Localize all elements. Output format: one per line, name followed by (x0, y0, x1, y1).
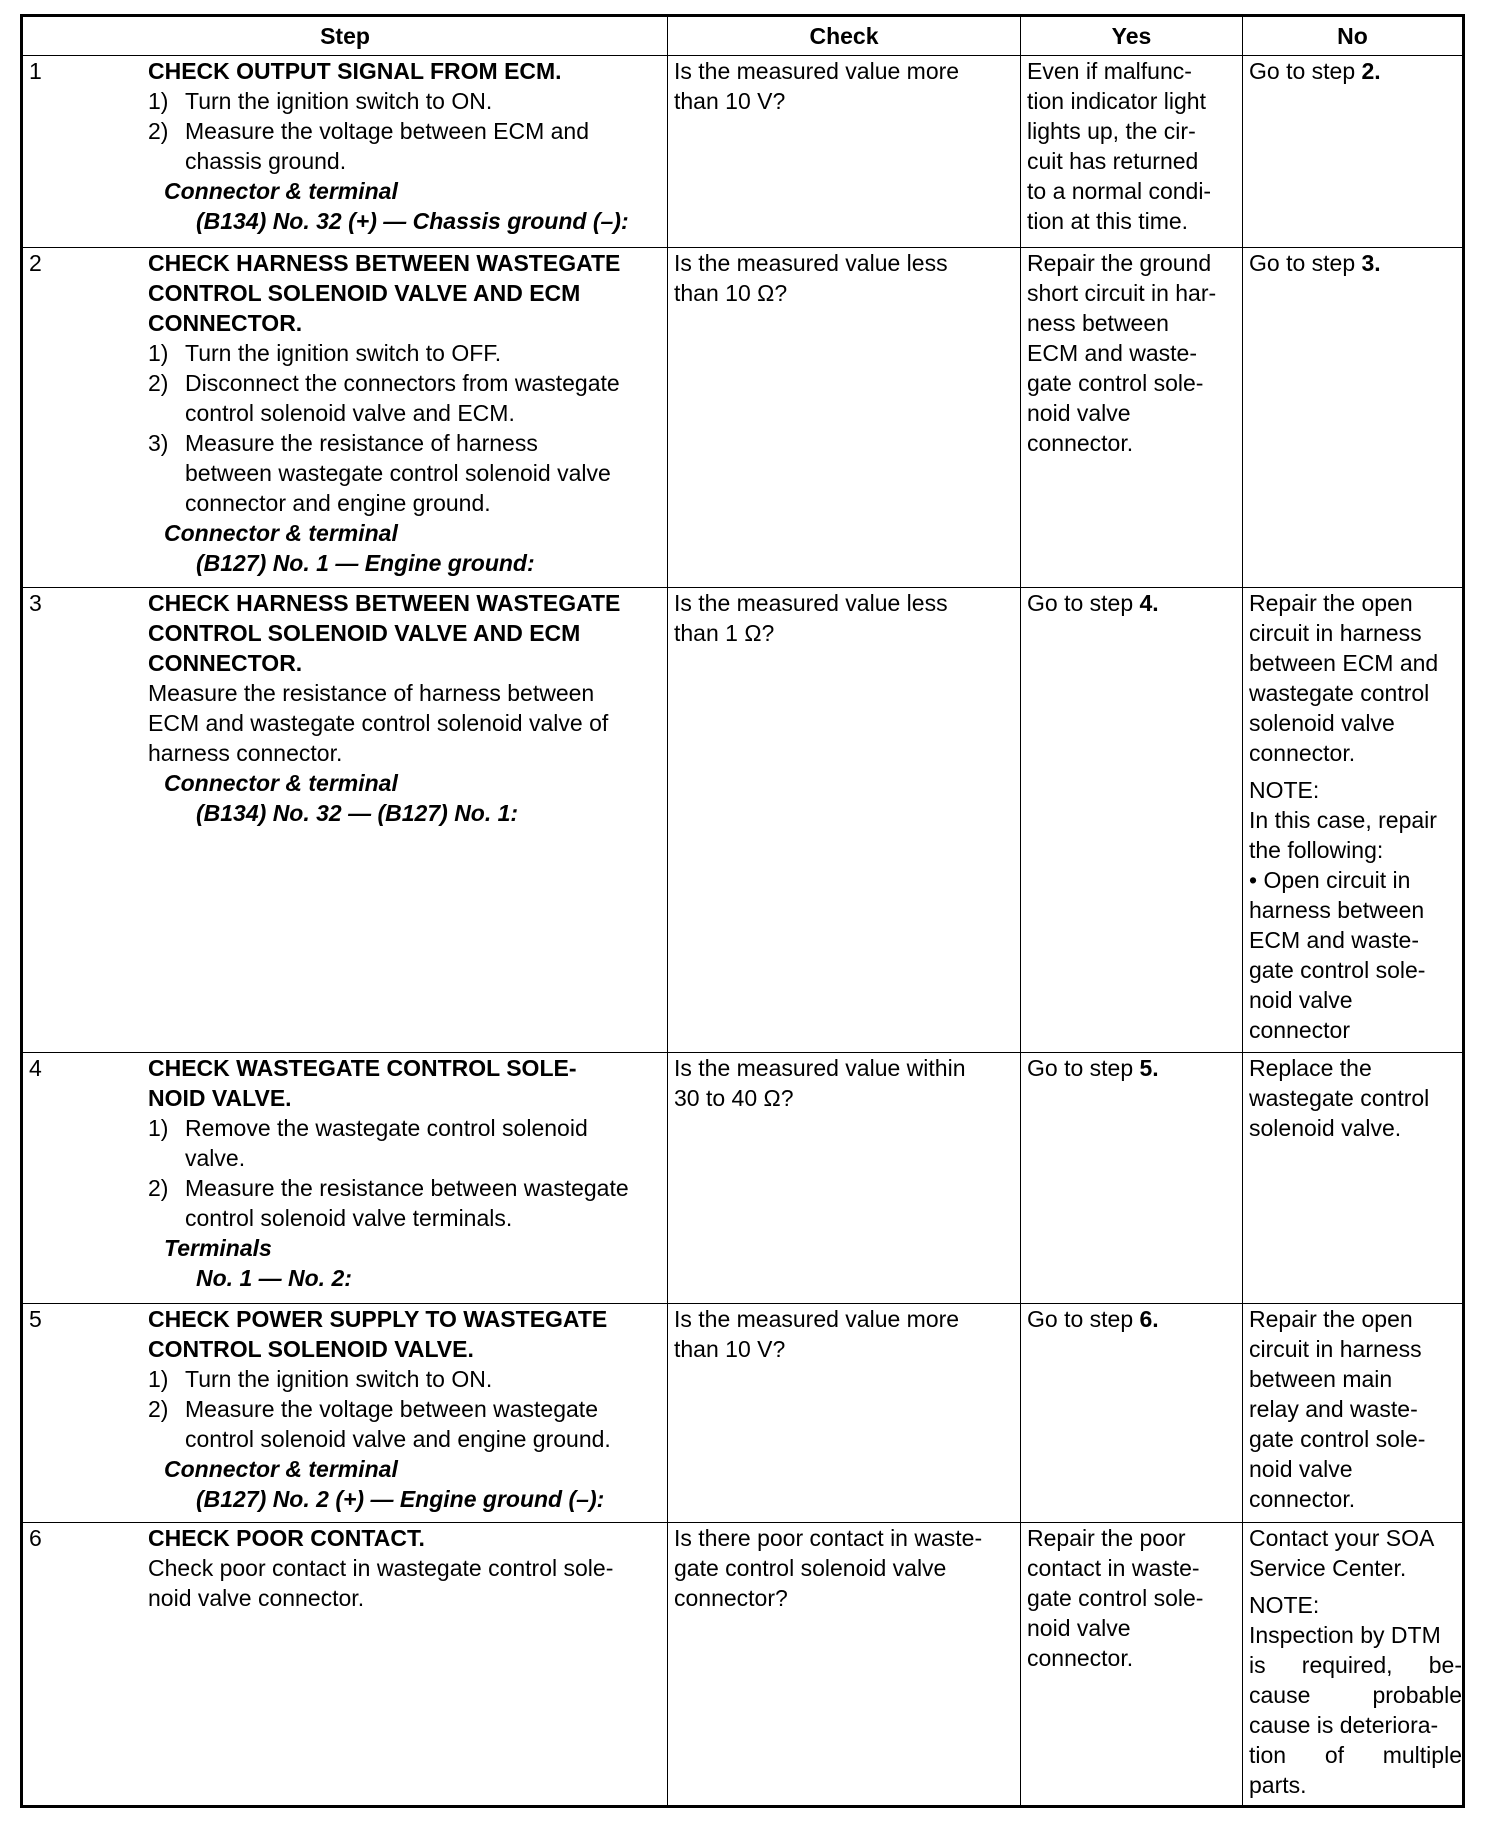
step-instructions (148, 56, 629, 236)
go-to-step (1249, 56, 1462, 86)
text-line: cause probable (1249, 1682, 1462, 1708)
step-number: 6 (29, 1525, 42, 1551)
connector-value: (B127) No. 2 (+) — Engine ground (–): (196, 1486, 605, 1512)
text-line: solenoid valve (1249, 710, 1395, 736)
connector-label: Connector & terminal (164, 520, 398, 546)
step-cell (22, 1523, 668, 1807)
list-number: 2) (148, 370, 169, 396)
go-to-text: Go to step (1027, 1306, 1140, 1332)
step-reference: 5. (1139, 1055, 1159, 1081)
connector-value: (B134) No. 32 — (B127) No. 1: (196, 800, 519, 826)
text-line: Replace the (1249, 1055, 1372, 1081)
no-cell (1243, 56, 1464, 248)
yes-cell (1021, 56, 1243, 248)
check-cell (668, 248, 1021, 588)
step-heading: NOID VALVE. (148, 1085, 292, 1111)
text-line: gate control sole- (1249, 1426, 1426, 1452)
step-heading: CONTROL SOLENOID VALVE AND ECM (148, 620, 581, 646)
troubleshooting-table (20, 14, 1465, 1808)
text-line: to a normal condi- (1027, 178, 1212, 204)
text-line: lights up, the cir- (1027, 118, 1196, 144)
connector-label: Connector & terminal (164, 178, 398, 204)
connector-label: Terminals (164, 1235, 272, 1261)
text-line: Inspection by DTM (1249, 1622, 1441, 1648)
text-line: Is the measured value more (674, 1306, 960, 1332)
list-text: Measure the resistance of harness (185, 430, 538, 456)
text-line: than 10 Ω? (674, 280, 788, 306)
text-line: • Open circuit in (1249, 867, 1411, 893)
step-reference: 3. (1361, 250, 1381, 276)
list-item (148, 338, 620, 368)
text-line: noid valve (1249, 1456, 1353, 1482)
yes-cell (1021, 1523, 1243, 1807)
list-number: 1) (148, 340, 169, 366)
step-cell (22, 248, 668, 588)
text-line: Repair the open (1249, 590, 1413, 616)
go-to-text: Go to step (1249, 58, 1362, 84)
connector-value: (B134) No. 32 (+) — Chassis ground (–): (196, 208, 629, 234)
connector-value: (B127) No. 1 — Engine ground: (196, 550, 535, 576)
no-cell (1243, 1053, 1464, 1304)
text-line: connector. (1249, 740, 1356, 766)
text-line: harness between (1249, 897, 1425, 923)
list-item (148, 1173, 629, 1203)
list-continuation: control solenoid valve and engine ground. (185, 1426, 611, 1452)
step-heading: CHECK WASTEGATE CONTROL SOLE- (148, 1055, 577, 1081)
go-to-text: Go to step (1249, 250, 1362, 276)
text-line: circuit in harness (1249, 1336, 1422, 1362)
table-row (22, 588, 1464, 1053)
step-reference: 6. (1139, 1306, 1159, 1332)
text-line: than 1 Ω? (674, 620, 775, 646)
connector-label: Connector & terminal (164, 1456, 398, 1482)
go-to-text: Go to step (1027, 1055, 1140, 1081)
list-continuation: control solenoid valve and ECM. (185, 400, 515, 426)
table-row (22, 1304, 1464, 1523)
go-to-step (1249, 248, 1462, 278)
list-number: 1) (148, 1366, 169, 1392)
text-line: Repair the open (1249, 1306, 1413, 1332)
text-line: the following: (1249, 837, 1384, 863)
step-heading: CHECK HARNESS BETWEEN WASTEGATE (148, 250, 621, 276)
step-instructions (148, 588, 620, 828)
text-line: harness connector. (148, 740, 343, 766)
text-line: gate control solenoid valve (674, 1555, 947, 1581)
list-continuation: control solenoid valve terminals. (185, 1205, 513, 1231)
list-text: Turn the ignition switch to ON. (185, 88, 493, 114)
step-content (29, 588, 667, 828)
text-line: Is the measured value less (674, 250, 948, 276)
step-content (29, 1053, 667, 1293)
text-line: gate control sole- (1027, 1585, 1204, 1611)
step-cell (22, 56, 668, 248)
list-text: Measure the resistance between wastegate (185, 1175, 629, 1201)
step-cell (22, 1053, 668, 1304)
text-line: wastegate control (1249, 1085, 1430, 1111)
text-line: tion indicator light (1027, 88, 1206, 114)
text-line: noid valve connector. (148, 1585, 365, 1611)
note-label: NOTE: (1249, 777, 1320, 803)
step-heading: CONNECTOR. (148, 650, 303, 676)
list-text: Remove the wastegate control solenoid (185, 1115, 588, 1141)
text-line: noid valve (1027, 1615, 1131, 1641)
list-item (148, 86, 629, 116)
text-line: wastegate control (1249, 680, 1430, 706)
table-row (22, 56, 1464, 248)
text-line: Is the measured value more (674, 58, 960, 84)
text-line: In this case, repair (1249, 807, 1437, 833)
check-cell (668, 1304, 1021, 1523)
list-continuation: connector and engine ground. (185, 490, 491, 516)
list-item (148, 116, 629, 146)
note-label: NOTE: (1249, 1592, 1320, 1618)
step-instructions (148, 248, 620, 578)
text-line: gate control sole- (1249, 957, 1426, 983)
text-line: than 10 V? (674, 1336, 786, 1362)
list-text: Turn the ignition switch to ON. (185, 1366, 493, 1392)
step-heading: CONTROL SOLENOID VALVE. (148, 1336, 474, 1362)
step-instructions (148, 1053, 629, 1293)
list-item (148, 428, 620, 458)
no-cell (1243, 1304, 1464, 1523)
text-line: than 10 V? (674, 88, 786, 114)
text-line: ECM and waste- (1027, 340, 1198, 366)
step-number: 4 (29, 1055, 42, 1081)
list-item (148, 368, 620, 398)
text-line: ECM and wastegate control solenoid valve of (148, 710, 609, 736)
text-line: ness between (1027, 310, 1169, 336)
list-number: 1) (148, 1115, 169, 1141)
text-line: Repair the poor (1027, 1525, 1186, 1551)
text-line: solenoid valve. (1249, 1115, 1402, 1141)
step-instructions (148, 1523, 613, 1613)
list-text: Disconnect the connectors from wastegate (185, 370, 620, 396)
step-number: 2 (29, 250, 42, 276)
list-continuation: between wastegate control solenoid valve (185, 460, 611, 486)
text-line: ECM and waste- (1249, 927, 1420, 953)
step-heading: CONTROL SOLENOID VALVE AND ECM (148, 280, 581, 306)
go-to-text: Go to step (1027, 590, 1140, 616)
text-line: cuit has returned (1027, 148, 1199, 174)
text-line: Even if malfunc- (1027, 58, 1192, 84)
header-no: No (1243, 16, 1464, 56)
step-heading: CHECK POWER SUPPLY TO WASTEGATE (148, 1306, 608, 1332)
list-number: 2) (148, 1396, 169, 1422)
text-line: connector? (674, 1585, 788, 1611)
yes-cell (1021, 1053, 1243, 1304)
list-continuation: valve. (185, 1145, 246, 1171)
table-row (22, 248, 1464, 588)
text-line: Is the measured value less (674, 590, 948, 616)
check-cell (668, 588, 1021, 1053)
step-heading: CONNECTOR. (148, 310, 303, 336)
text-line: gate control sole- (1027, 370, 1204, 396)
header-yes: Yes (1021, 16, 1243, 56)
go-to-step (1027, 1304, 1242, 1334)
table-row (22, 1523, 1464, 1807)
text-line: is required, be- (1249, 1652, 1462, 1678)
text-line: 30 to 40 Ω? (674, 1085, 794, 1111)
step-reference: 2. (1361, 58, 1381, 84)
text-line: parts. (1249, 1772, 1307, 1798)
text-line: between main (1249, 1366, 1393, 1392)
list-item (148, 1364, 611, 1394)
step-number: 5 (29, 1306, 42, 1332)
text-line: tion at this time. (1027, 208, 1189, 234)
text-line: short circuit in har- (1027, 280, 1217, 306)
list-number: 1) (148, 88, 169, 114)
header-row (22, 16, 1464, 56)
step-content (29, 1304, 667, 1514)
connector-label: Connector & terminal (164, 770, 398, 796)
text-line: Service Center. (1249, 1555, 1407, 1581)
go-to-step (1027, 588, 1242, 618)
text-line: Contact your SOA (1249, 1525, 1435, 1551)
no-cell (1243, 1523, 1464, 1807)
yes-cell (1021, 588, 1243, 1053)
text-line: cause is deteriora- (1249, 1712, 1439, 1738)
text-line: connector. (1249, 1486, 1356, 1512)
no-cell (1243, 248, 1464, 588)
text-line: Repair the ground (1027, 250, 1212, 276)
step-cell (22, 1304, 668, 1523)
list-text: Measure the voltage between ECM and (185, 118, 590, 144)
list-continuation: chassis ground. (185, 148, 347, 174)
step-cell (22, 588, 668, 1053)
go-to-step (1027, 1053, 1242, 1083)
text-line: Measure the resistance of harness between (148, 680, 595, 706)
text-line: connector. (1027, 430, 1134, 456)
step-content (29, 248, 667, 578)
step-heading: CHECK OUTPUT SIGNAL FROM ECM. (148, 58, 562, 84)
list-number: 2) (148, 118, 169, 144)
step-content (29, 56, 667, 236)
text-line: circuit in harness (1249, 620, 1422, 646)
list-number: 2) (148, 1175, 169, 1201)
list-text: Measure the voltage between wastegate (185, 1396, 598, 1422)
check-cell (668, 1053, 1021, 1304)
text-line: noid valve (1027, 400, 1131, 426)
text-line: Check poor contact in wastegate control sole- (148, 1555, 614, 1581)
text-line: tion of multiple (1249, 1742, 1462, 1768)
step-number: 3 (29, 590, 42, 616)
step-reference: 4. (1139, 590, 1159, 616)
text-line: connector (1249, 1017, 1351, 1043)
check-cell (668, 56, 1021, 248)
text-line: contact in waste- (1027, 1555, 1200, 1581)
text-line: between ECM and (1249, 650, 1439, 676)
step-heading: CHECK POOR CONTACT. (148, 1525, 425, 1551)
connector-value: No. 1 — No. 2: (196, 1265, 352, 1291)
step-content (29, 1523, 667, 1613)
yes-cell (1021, 1304, 1243, 1523)
list-item (148, 1113, 629, 1143)
text-line: Is the measured value within (674, 1055, 966, 1081)
check-cell (668, 1523, 1021, 1807)
no-cell (1243, 588, 1464, 1053)
text-line: connector. (1027, 1645, 1134, 1671)
step-instructions (148, 1304, 611, 1514)
list-text: Turn the ignition switch to OFF. (185, 340, 502, 366)
list-item (148, 1394, 611, 1424)
step-number: 1 (29, 58, 42, 84)
text-line: relay and waste- (1249, 1396, 1418, 1422)
text-line: Is there poor contact in waste- (674, 1525, 983, 1551)
yes-cell (1021, 248, 1243, 588)
header-step: Step (22, 16, 668, 56)
step-heading: CHECK HARNESS BETWEEN WASTEGATE (148, 590, 621, 616)
text-line: noid valve (1249, 987, 1353, 1013)
table-row (22, 1053, 1464, 1304)
header-check: Check (668, 16, 1021, 56)
list-number: 3) (148, 430, 169, 456)
